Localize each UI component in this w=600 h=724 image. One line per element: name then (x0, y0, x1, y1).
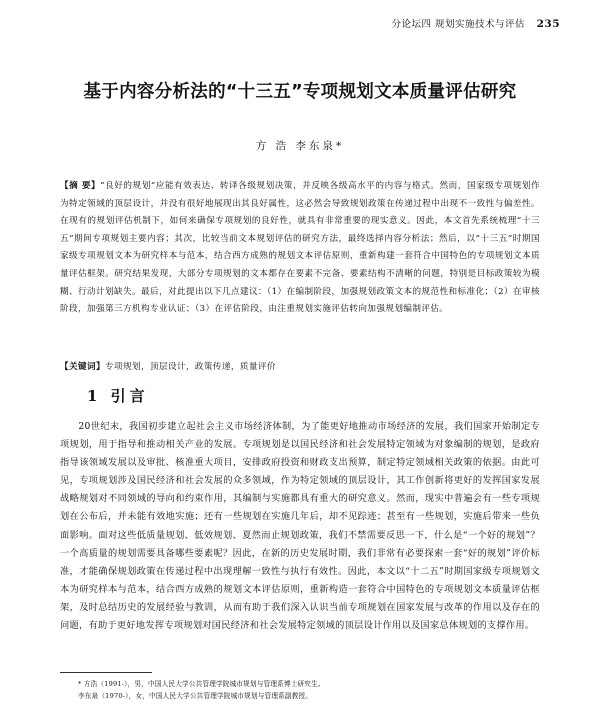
paper-title: 基于内容分析法的“十三五”专项规划文本质量评估研究 (83, 82, 517, 102)
abstract-text: “良好的规划”应能有效表达、转译各级规划决策，并反映各级高水平的内容与格式。然而，国家级专项规划作为特定领域的顶层设计，并没有很好地展现出其良好属性，这必然会导致规划政策在传递过程中出现不一致性与偏差性。在现有的规划评估机制下，如何来确保专项规划的良好性，就具有非常重要的现实意义。因此，本文首先系统梳理“十三五”期间专项规划主要内容；其次，比较当前文本规划评估的研究方法，最终选择内容分析法；然后，以“十三五”时期国家级专项规划文本为研究样本与范本，结合西方成熟的规划文本评估原则，重新构建一套符合中国特色的专项规划文本质量评估框架。研究结果发现，大部分专项规划的文本都存在要素不完备、要素结构不清晰的问题，特别是目标政策较为模糊、行动计划缺失。最后，对此提出以下几点建议：（1）在编制阶段，加强规划政策文本的规范性和标准化；（2）在审核阶段，加强第三方机构专业认证；（3）在评估阶段，由注重规划实施评估转向加强规划编制评估。 (60, 181, 540, 315)
abstract (60, 178, 540, 319)
abstract-label: 【摘 要】 (60, 181, 101, 191)
footnote-author-1: * 方浩（1991-），男，中国人民大学公共管理学院城市规划与管理系博士研究生。 (78, 680, 325, 688)
footnote-divider (60, 672, 152, 673)
section-number: 1 (87, 387, 102, 405)
keywords-text: 专项规划，顶层设计，政策传递，质量评价 (104, 362, 276, 372)
footnotes (78, 678, 538, 702)
keywords (60, 359, 540, 376)
section-title: 引言 (110, 387, 149, 405)
keywords-label: 【关键词】 (60, 362, 105, 372)
running-header-text: 分论坛四 规划实施技术与评估 (391, 19, 526, 30)
authors: 方 浩 李东泉* (255, 140, 345, 152)
running-header (392, 16, 560, 30)
footnote-author-2: 李东泉（1970-），女，中国人民大学公共管理学院城市规划与管理系副教授。 (78, 692, 313, 700)
section-heading (87, 385, 149, 406)
body-paragraph: 20世纪末，我国初步建立起社会主义市场经济体制，为了能更好地推动市场经济的发展，我们国家开始制定专项规划，用于指导和推动相关产业的发展。专项规划是以国民经济和社会发展特定领域为对象编制的规划，是政府指导该领域发展以及审批、核准重大项目，安排政府投资和财政支出预算，制定特定领域相关政策的依据。由此可见，专项规划涉及国民经济和社会发展的众多领域，作为特定领域的顶层设计，其工作创新将更好的发挥国家发展战略规划对不同领域的导向和约束作用，其编制与实施都具有重大的研究意义。然而，现实中普遍会有一些专项规划在公布后，并未能有效地实施；还有一些规划在实施几年后，却不见踪迹；甚至有一些规划，实施后带来一些负面影响。面对这些低质量规划、低效规划、夏然而止规划政策，我们不禁需要反思一下，什么是“一个好的规划”？一个高质量的规划需要具备哪些要素呢？因此，在新的历史发展时期，我们非常有必要探索一套“好的规划”评价标准，才能确保规划政策在传递过程中出现理解一致性与执行有效性。因此，本文以“十二五”时期国家级专项规划文本为研究样本与范本，结合西方成熟的规划文本评估原则，重新构造一套符合中国特色的专项规划文本质量评估框架，及时总结历史的发展经验与教训，从而有助于我们深入认识当前专项规划在国家发展与改革的作用以及存在的问题，有助于更好地发挥专项规划对国民经济和社会发展特定领域的顶层设计作用以及国家总体规划的支撑作用。 (60, 421, 540, 632)
page-number: 235 (536, 18, 560, 30)
